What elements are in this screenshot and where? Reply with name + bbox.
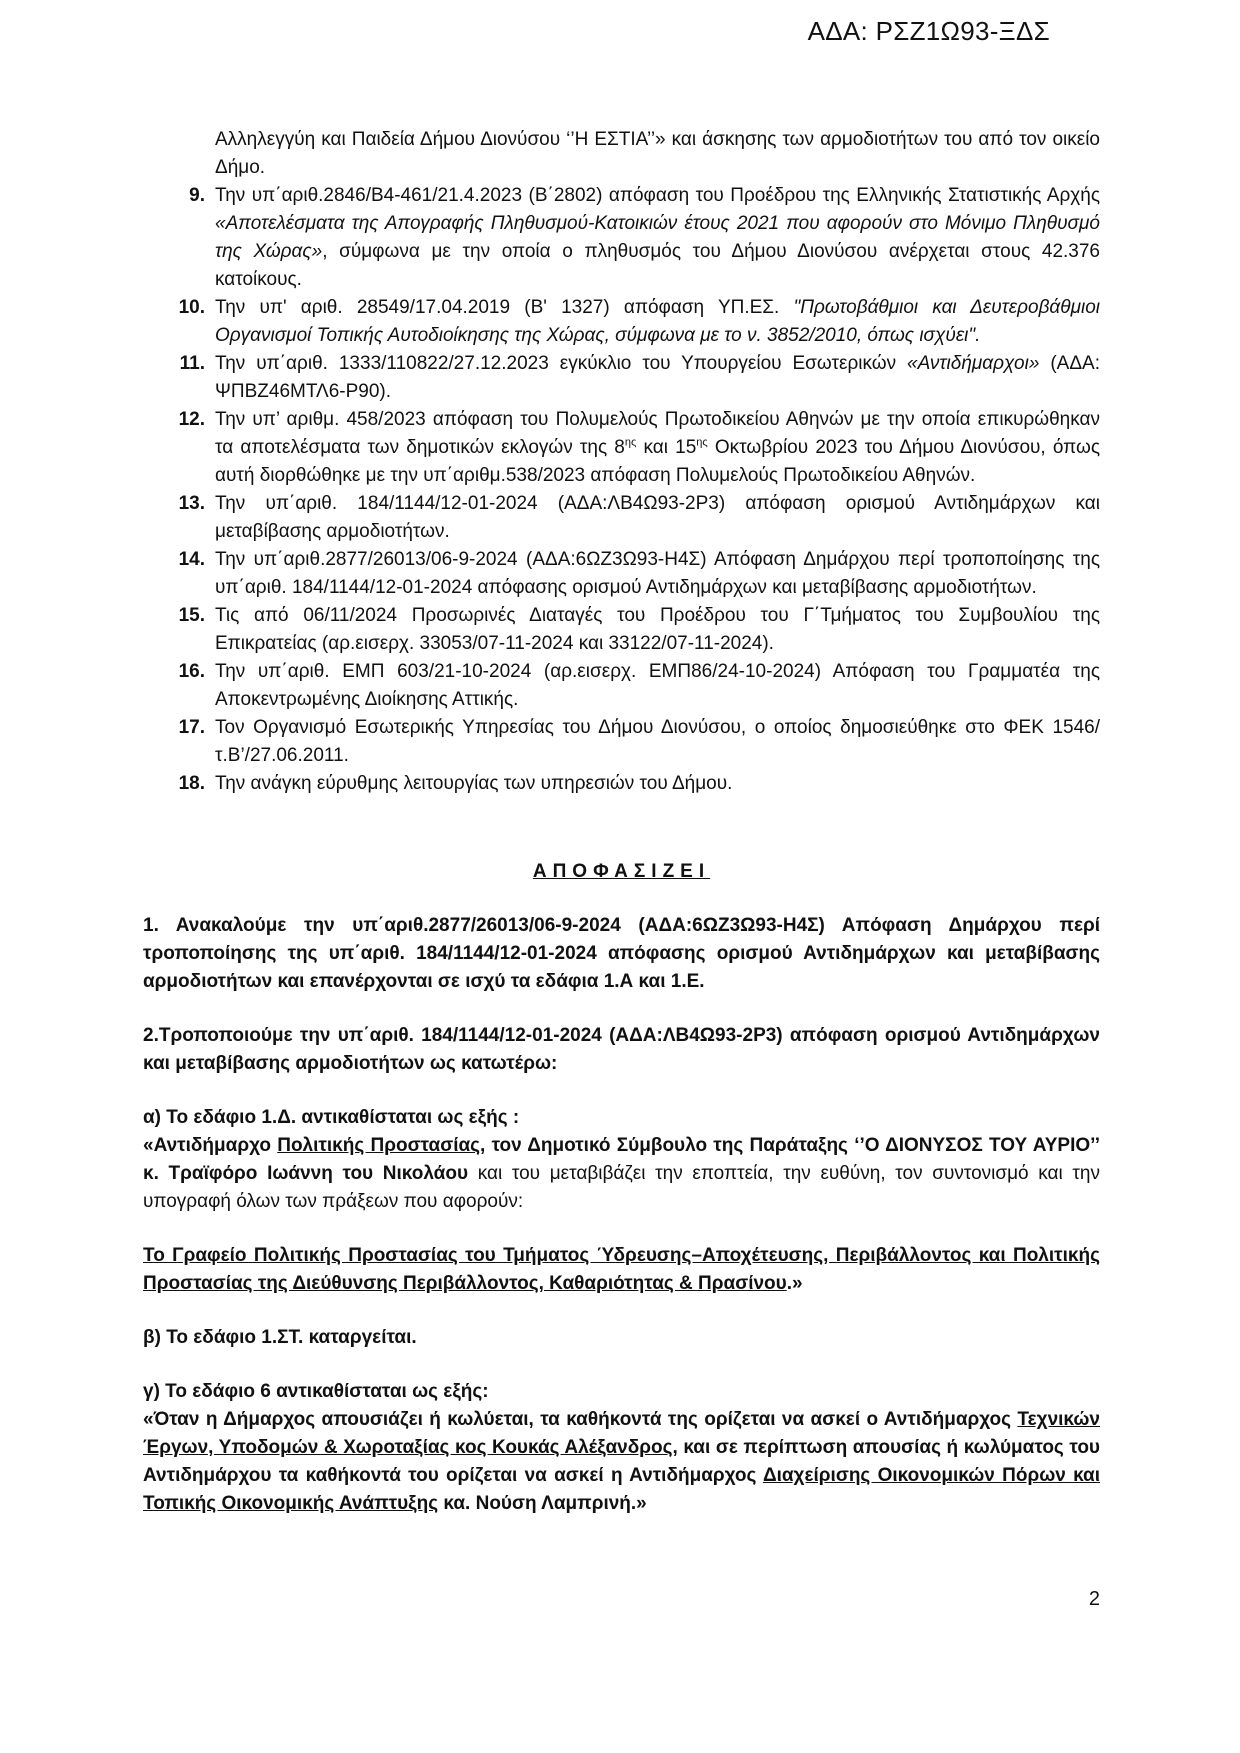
item-text: Τις από 06/11/2024 Προσωρινές Διαταγές του Προέδρου του Γ΄Τμήματος του Συμβουλίου της Επικρατείας (αρ.εισερχ. 33053/07-11-2024 και 33122/07-11-2024). <box>215 605 1100 654</box>
item-number: 14. <box>178 549 205 570</box>
item-number: 16. <box>178 661 205 682</box>
item-text: Την υπ’ αριθμ. 458/2023 απόφαση του Πολυμελούς Πρωτοδικείου Αθηνών με την οποία επικυρώθηκαν τα αποτελέσματα των δημοτικών εκλογών της $8^{\eta\varsigma}$ και $15^{\eta\varsigma}$ Οκτωβρίου 2023 του Δήμου Διονύσου, όπως αυτή διορθώθηκε με την υπ΄αριθμ.538/2023 απόφαση Πολυμελούς Πρωτοδικείου Αθηνών. <box>215 409 1101 486</box>
decision-paragraph-2: 2.Τροποποιούμε την υπ΄αριθ. 184/1144/12-01-2024 (ΑΔΑ:ΛΒ4Ω93-2Ρ3) απόφαση ορισμού Αντιδημάρχων και μεταβίβασης αρμοδιοτήτων ως κατωτέρω: <box>143 1025 1100 1074</box>
item-text: Την υπ΄αριθ. 184/1144/12-01-2024 (ΑΔΑ:ΛΒ4Ω93-2Ρ3) απόφαση ορισμού Αντιδημάρχων και μεταβίβασης αρμοδιοτήτων. <box>215 493 1100 542</box>
item-text: Την υπ΄αριθ.2846/Β4-461/21.4.2023 (Β΄2802) απόφαση του Προέδρου της Ελληνικής Στατιστικής Αρχής «Αποτελέσματα της Απογραφής Πληθυσμού-Κατοικιών έτους 2021 που αφορούν στο Μόνιμο Πληθυσμό της Χώρας», σύμφωνα με την οποία ο πληθυσμός του Δήμου Διονύσου ανέρχεται στους 42.376 κατοίκους. <box>215 185 1100 290</box>
list-item <box>143 182 1100 294</box>
item-number: 15. <box>178 605 205 626</box>
list-item <box>143 602 1100 658</box>
item-number: 18. <box>178 773 205 794</box>
list-item <box>143 546 1100 602</box>
item-text: Την ανάγκη εύρυθμης λειτουργίας των υπηρεσιών του Δήμου. <box>215 773 733 794</box>
clause-a-office: Το Γραφείο Πολιτικής Προστασίας του Τμήματος Ύδρευσης–Αποχέτευσης, Περιβάλλοντος και Πολιτικής Προστασίας της Διεύθυνσης Περιβάλλοντος, Καθαριότητας & Πρασίνου.» <box>143 1245 1100 1294</box>
item-text: Την υπ' αριθ. 28549/17.04.2019 (Β' 1327) απόφαση ΥΠ.ΕΣ. "Πρωτοβάθμιοι και Δευτεροβάθμιοι Οργανισμοί Τοπικής Αυτοδιοίκησης της Χώρας, σύμφωνα με το ν. 3852/2010, όπως ισχύει". <box>215 297 1100 346</box>
list-item <box>143 658 1100 714</box>
clause-c-title: γ) Το εδάφιο 6 αντικαθίσταται ως εξής: <box>143 1381 489 1402</box>
clause-c-text: «Όταν η Δήμαρχος απουσιάζει ή κωλύεται, τα καθήκοντά της ορίζεται να ασκεί ο Αντιδήμαρχος Τεχνικών Έργων, Υποδομών & Χωροταξίας κος Κουκάς Αλέξανδρος, και σε περίπτωση απουσίας ή κωλύματος του Αντιδημάρχου τα καθήκοντά του ορίζεται να ασκεί η Αντιδήμαρχος Διαχείρισης Οικονομικών Πόρων και Τοπικής Οικονομικής Ανάπτυξης κα. Νούση Λαμπρινή.» <box>143 1409 1100 1514</box>
item-number: 12. <box>178 409 205 430</box>
document-body <box>143 126 1100 1518</box>
list-item <box>143 490 1100 546</box>
ada-code: ΑΔΑ: ΡΣΖ1Ω93-ΞΔΣ <box>807 16 1050 46</box>
item-number: 13. <box>178 493 205 514</box>
clause-a-title: α) Το εδάφιο 1.Δ. αντικαθίσταται ως εξής : <box>143 1107 520 1128</box>
decision-heading: ΑΠΟΦΑΣΙΖΕΙ <box>532 861 711 882</box>
item-text: Την υπ΄αριθ.2877/26013/06-9-2024 (ΑΔΑ:6ΩΖ3Ω93-Η4Σ) Απόφαση Δημάρχου περί τροποποίησης της υπ΄αριθ. 184/1144/12-01-2024 απόφασης ορισμού Αντιδημάρχων και μεταβίβασης αρμοδιοτήτων. <box>215 549 1100 598</box>
list-item <box>143 294 1100 350</box>
item-text: Τον Οργανισμό Εσωτερικής Υπηρεσίας του Δήμου Διονύσου, ο οποίος δημοσιεύθηκε στο ΦΕΚ 1546/τ.Β’/27.06.2011. <box>215 717 1100 766</box>
item-text: Την υπ΄αριθ. 1333/110822/27.12.2023 εγκύκλιο του Υπουργείου Εσωτερικών «Αντιδήμαρχοι» (ΑΔΑ: ΨΠΒΖ46ΜΤΛ6-Ρ90). <box>215 353 1100 402</box>
clause-c <box>143 1378 1100 1518</box>
list-item <box>143 350 1100 406</box>
clause-a <box>143 1104 1100 1216</box>
item-text: Την υπ΄αριθ. ΕΜΠ 603/21-10-2024 (αρ.εισερχ. ΕΜΠ86/24-10-2024) Απόφαση του Γραμματέα της Αποκεντρωμένης Διοίκησης Αττικής. <box>215 661 1100 710</box>
item-number: 10. <box>178 297 205 318</box>
decision-paragraph-1: 1. Ανακαλούμε την υπ΄αριθ.2877/26013/06-9-2024 (ΑΔΑ:6ΩΖ3Ω93-Η4Σ) Απόφαση Δημάρχου περί τροποποίησης της υπ΄αριθ. 184/1144/12-01-2024 απόφασης ορισμού Αντιδημάρχων και μεταβίβασης αρμοδιοτήτων και επανέρχονται σε ισχύ τα εδάφια 1.Α και 1.Ε. <box>143 915 1100 992</box>
list-item <box>143 714 1100 770</box>
considerations-list <box>143 182 1100 798</box>
item-number: 11. <box>179 353 205 374</box>
list-item <box>143 406 1100 490</box>
item-number: 9. <box>189 185 205 206</box>
item-number: 17. <box>178 717 205 738</box>
list-item <box>143 770 1100 798</box>
clause-b: β) Το εδάφιο 1.ΣΤ. καταργείται. <box>143 1327 417 1348</box>
clause-a-text: «Αντιδήμαρχο Πολιτικής Προστασίας, τον Δημοτικό Σύμβουλο της Παράταξης ‘’Ο ΔΙΟΝΥΣΟΣ ΤΟΥ ΑΥΡΙΟ’’ κ. Τραϊφόρο Ιωάννη του Νικολάου και του μεταβιβάζει την εποπτεία, την ευθύνη, τον συντονισμό και την υπογραφή όλων των πράξεων που αφορούν: <box>143 1135 1100 1212</box>
intro-continuation: Αλληλεγγύη και Παιδεία Δήμου Διονύσου ‘’Η ΕΣΤΙΑ’’» και άσκησης των αρμοδιοτήτων του από τον οικείο Δήμο. <box>215 129 1100 178</box>
page-number: 2 <box>1088 1588 1100 1610</box>
